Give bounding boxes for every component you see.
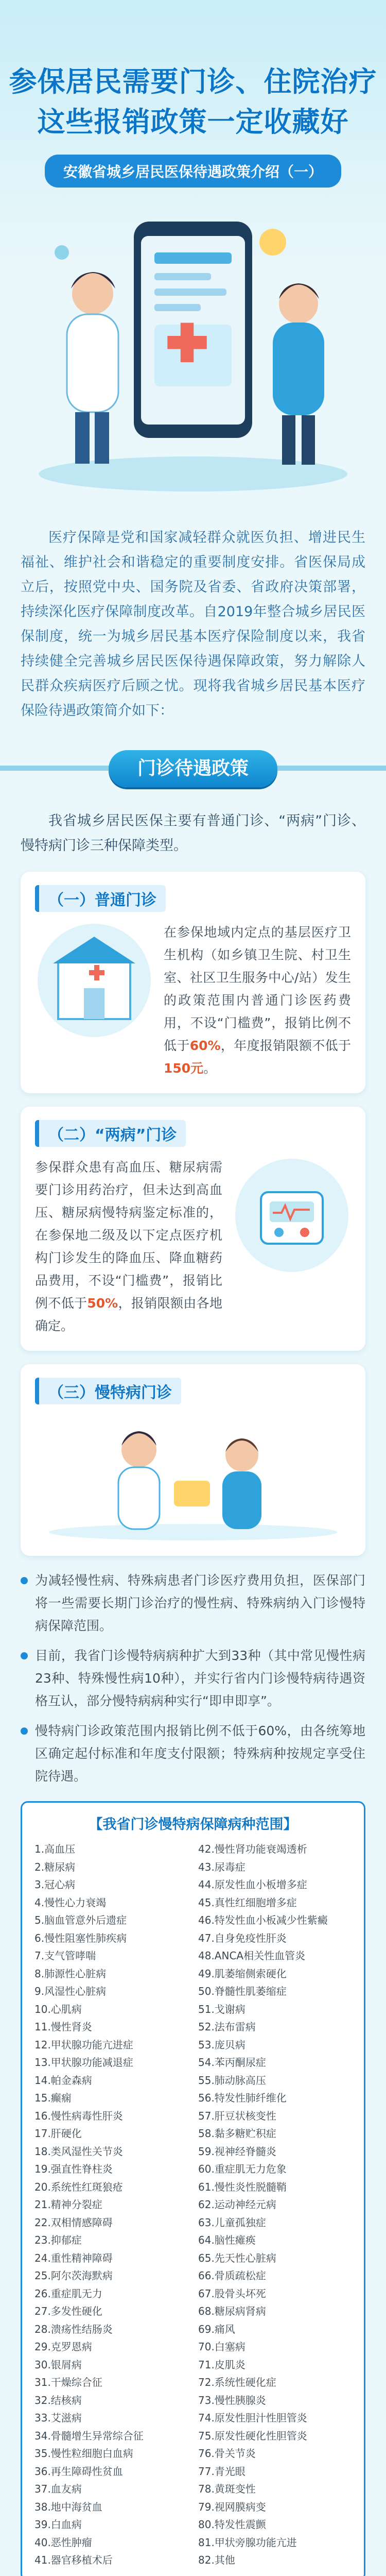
disease-item: 46.特发性血小板减少性紫癜 (198, 1914, 328, 1926)
general-limit: 150元 (164, 1061, 204, 1076)
general-outpatient-body (35, 921, 351, 1080)
disease-item: 1.高血压 (34, 1843, 76, 1855)
disease-item: 25.阿尔茨海默病 (34, 2269, 113, 2282)
chronic-bullet: 为减轻慢性病、特殊病患者门诊医疗费用负担，医保部门将一些需要长期门诊治疗的慢性病、特殊病纳入门诊慢特病保障范围。 (21, 1569, 365, 1637)
disease-item: 76.骨关节炎 (198, 2447, 256, 2460)
disease-item: 20.系统性红斑狼疮 (34, 2180, 123, 2193)
outpatient-heading: 门诊待遇政策 (109, 750, 277, 787)
disease-item: 55.肺动脉高压 (198, 2074, 266, 2087)
outpatient-lead-text: 我省城乡居民医保主要有普通门诊、“两病”门诊、慢特病门诊三种保障类型。 (21, 813, 365, 854)
general-text-a: 在参保地域内定点的基层医疗卫生机构（如乡镇卫生院、村卫生室、社区卫生服务中心/站）发生的政策范围内普通门诊医药费用，不设“门槛费”，报销比例不低于 (164, 925, 351, 1053)
disease-item: 71.皮肌炎 (198, 2358, 245, 2371)
disease-item: 10.心肌病 (34, 2003, 82, 2015)
disease-item: 3.冠心病 (34, 1878, 76, 1891)
disease-item: 28.溃疡性结肠炎 (34, 2323, 113, 2335)
two-disease-text (35, 1156, 222, 1337)
disease-item: 13.甲状腺功能减退症 (34, 2056, 133, 2069)
disease-item: 38.地中海贫血 (34, 2500, 102, 2513)
card-two-disease (21, 1107, 365, 1351)
disease-item: 29.克罗恩病 (34, 2341, 92, 2353)
outpatient-lead (21, 809, 365, 858)
disease-item: 32.结核病 (34, 2394, 82, 2406)
disease-item: 52.法布雷病 (198, 2021, 256, 2033)
disease-item: 37.血友病 (34, 2483, 82, 2495)
disease-item: 5.脑血管意外后遗症 (34, 1914, 127, 1926)
disease-item: 65.先天性心脏病 (198, 2251, 276, 2264)
disease-item: 4.慢性心力衰竭 (34, 1896, 107, 1909)
disease-item: 6.慢性阻塞性肺疾病 (34, 1931, 127, 1944)
phone-doctor-illustration (31, 206, 355, 495)
intro-paragraph (21, 526, 365, 723)
disease-item: 54.苯丙酮尿症 (198, 2056, 266, 2069)
disease-item: 18.类风湿性关节炎 (34, 2145, 123, 2158)
disease-item: 51.戈谢病 (198, 2003, 245, 2015)
general-text-b: ，年度报销限额不低于 (220, 1038, 351, 1053)
chronic-bullet: 目前，我省门诊慢特病病种扩大到33种（其中常见慢性病23种、特殊慢性病10种），并实行省内门诊慢特病待遇资格互认，部分慢特病病种实行“即申即享”。 (21, 1645, 365, 1713)
disease-item: 66.骨质疏松症 (198, 2269, 266, 2282)
disease-list-title: 【我省门诊慢特病保障病种范围】 (89, 1817, 297, 1833)
disease-item: 61.慢性炎性脱髓鞘 (198, 2180, 287, 2193)
disease-list-box (21, 1801, 365, 2576)
disease-item: 17.肝硬化 (34, 2127, 82, 2140)
disease-item: 33.艾滋病 (34, 2412, 82, 2424)
disease-item: 68.糖尿病肾病 (198, 2305, 266, 2317)
hero-title-line1: 参保居民需要门诊、住院治疗 (9, 65, 377, 98)
disease-item: 70.白塞病 (198, 2341, 245, 2353)
disease-item: 26.重症肌无力 (34, 2287, 102, 2300)
disease-item: 36.再生障碍性贫血 (34, 2465, 123, 2478)
disease-item: 58.黏多糖贮积症 (198, 2127, 276, 2140)
disease-item: 34.骨髓增生异常综合征 (34, 2429, 144, 2442)
disease-item: 31.干燥综合征 (34, 2376, 102, 2388)
disease-item: 48.ANCA相关性血管炎 (198, 1950, 306, 1962)
disease-item: 9.风湿性心脏病 (34, 1985, 107, 1997)
disease-item: 11.慢性肾炎 (34, 2021, 92, 2033)
hero-title-line2: 这些报销政策一定收藏好 (37, 106, 349, 138)
disease-item: 24.重性精神障碍 (34, 2251, 113, 2264)
disease-item: 74.原发性胆汁性胆管炎 (198, 2412, 307, 2424)
card-general-outpatient (21, 872, 365, 1093)
disease-item: 15.癫痫 (34, 2092, 72, 2104)
disease-item: 59.视神经脊髓炎 (198, 2145, 276, 2158)
disease-item: 81.甲状旁腺功能亢进 (198, 2536, 297, 2549)
disease-list-columns (34, 1840, 352, 2569)
general-rate: 60% (189, 1038, 221, 1053)
disease-item: 45.真性红细胞增多症 (198, 1896, 297, 1909)
disease-item: 30.银屑病 (34, 2358, 82, 2371)
disease-item: 42.慢性肾功能衰竭透析 (198, 1843, 307, 1855)
disease-item: 23.抑郁症 (34, 2234, 82, 2246)
general-outpatient-title: （一）普通门诊 (35, 885, 166, 912)
two-disease-rate: 50% (87, 1296, 118, 1311)
disease-item: 77.青光眼 (198, 2465, 245, 2478)
chronic-bullets (21, 1569, 365, 1788)
chronic-title: （三）慢特病门诊 (35, 1378, 181, 1404)
disease-item: 16.慢性病毒性肝炎 (34, 2109, 123, 2122)
disease-item: 64.脑性瘫痪 (198, 2234, 256, 2246)
disease-item: 69.痛风 (198, 2323, 235, 2335)
card-chronic (21, 1364, 365, 1556)
disease-list-column-2 (198, 1840, 352, 2569)
disease-item: 41.器官移植术后 (34, 2554, 113, 2566)
general-text-c: 。 (203, 1061, 217, 1076)
disease-item: 8.肺源性心脏病 (34, 1967, 107, 1980)
disease-list-column-1 (34, 1840, 188, 2569)
blood-pressure-illustration (233, 1156, 351, 1275)
section-heading-outpatient (0, 744, 386, 793)
disease-item: 43.尿毒症 (198, 1860, 245, 1873)
disease-item: 22.双相情感障碍 (34, 2216, 113, 2229)
disease-item: 21.精神分裂症 (34, 2198, 102, 2211)
disease-item: 60.重症肌无力危象 (198, 2163, 287, 2175)
two-disease-title: （二）“两病”门诊 (35, 1120, 186, 1147)
general-outpatient-text (164, 921, 351, 1080)
chronic-bullet: 慢特病门诊政策范围内报销比例不低于60%，由各统筹地区确定起付标准和年度支付限额；特殊病种按规定享受住院待遇。 (21, 1720, 365, 1788)
disease-item: 78.黄斑变性 (198, 2483, 256, 2495)
disease-item: 50.脊髓性肌萎缩症 (198, 1985, 287, 1997)
disease-item: 75.原发性硬化性胆管炎 (198, 2429, 307, 2442)
two-disease-body (35, 1156, 351, 1337)
disease-item: 35.慢性粒细胞白血病 (34, 2447, 133, 2460)
disease-item: 39.白血病 (34, 2518, 82, 2531)
disease-item: 40.恶性肿瘤 (34, 2536, 92, 2549)
disease-item: 47.自身免疫性肝炎 (198, 1931, 287, 1944)
disease-item: 72.系统性硬化症 (198, 2376, 276, 2388)
disease-item: 14.帕金森病 (34, 2074, 92, 2087)
disease-item: 19.强直性脊柱炎 (34, 2163, 113, 2175)
hero-banner (0, 0, 386, 526)
disease-item: 80.特发性震颤 (198, 2518, 266, 2531)
disease-item: 67.股骨头坏死 (198, 2287, 266, 2300)
disease-item: 12.甲状腺功能亢进症 (34, 2038, 133, 2051)
disease-item: 56.特发性肺纤维化 (198, 2092, 287, 2104)
disease-item: 49.肌萎缩侧索硬化 (198, 1967, 287, 1980)
two-disease-text-b: ，报销限额由各地确定。 (35, 1296, 222, 1333)
doctor-patient-illustration (35, 1414, 351, 1543)
disease-item: 7.支气管哮喘 (34, 1950, 96, 1962)
disease-item: 53.庞贝病 (198, 2038, 245, 2051)
disease-item: 79.视网膜病变 (198, 2500, 266, 2513)
intro-text: 医疗保障是党和国家减轻群众就医负担、增进民生福祉、维护社会和谐稳定的重要制度安排。省医保局成立后，按照党中央、国务院及省委、省政府决策部署，持续深化医疗保障制度改革。自2019年整合城乡居民医保制度，统一为城乡居民基本医疗保险制度以来，我省持续健全完善城乡居民医保待遇保障政策，努力解除人民群众疾病医疗后顾之忧。现将我省城乡居民基本医疗保险待遇政策简介如下： (21, 530, 365, 719)
disease-item: 27.多发性硬化 (34, 2305, 102, 2317)
two-disease-text-a: 参保群众患有高血压、糖尿病需要门诊用药治疗，但未达到高血压、糖尿病慢特病鉴定标准的，在参保地二级及以下定点医疗机构门诊发生的降血压、降血糖药品费用，不设“门槛费”，报销比例不低于 (35, 1160, 222, 1311)
disease-item: 44.原发性血小板增多症 (198, 1878, 307, 1891)
disease-item: 82.其他 (198, 2554, 235, 2566)
disease-item: 2.糖尿病 (34, 1860, 76, 1873)
disease-item: 73.慢性胰腺炎 (198, 2394, 266, 2406)
hero-ribbon: 安徽省城乡居民医保待遇政策介绍（一） (45, 155, 341, 188)
disease-item: 62.运动神经元病 (198, 2198, 276, 2211)
disease-item: 57.肝豆状核变性 (198, 2109, 276, 2122)
clinic-illustration (35, 921, 153, 1040)
disease-item: 63.儿童孤独症 (198, 2216, 266, 2229)
